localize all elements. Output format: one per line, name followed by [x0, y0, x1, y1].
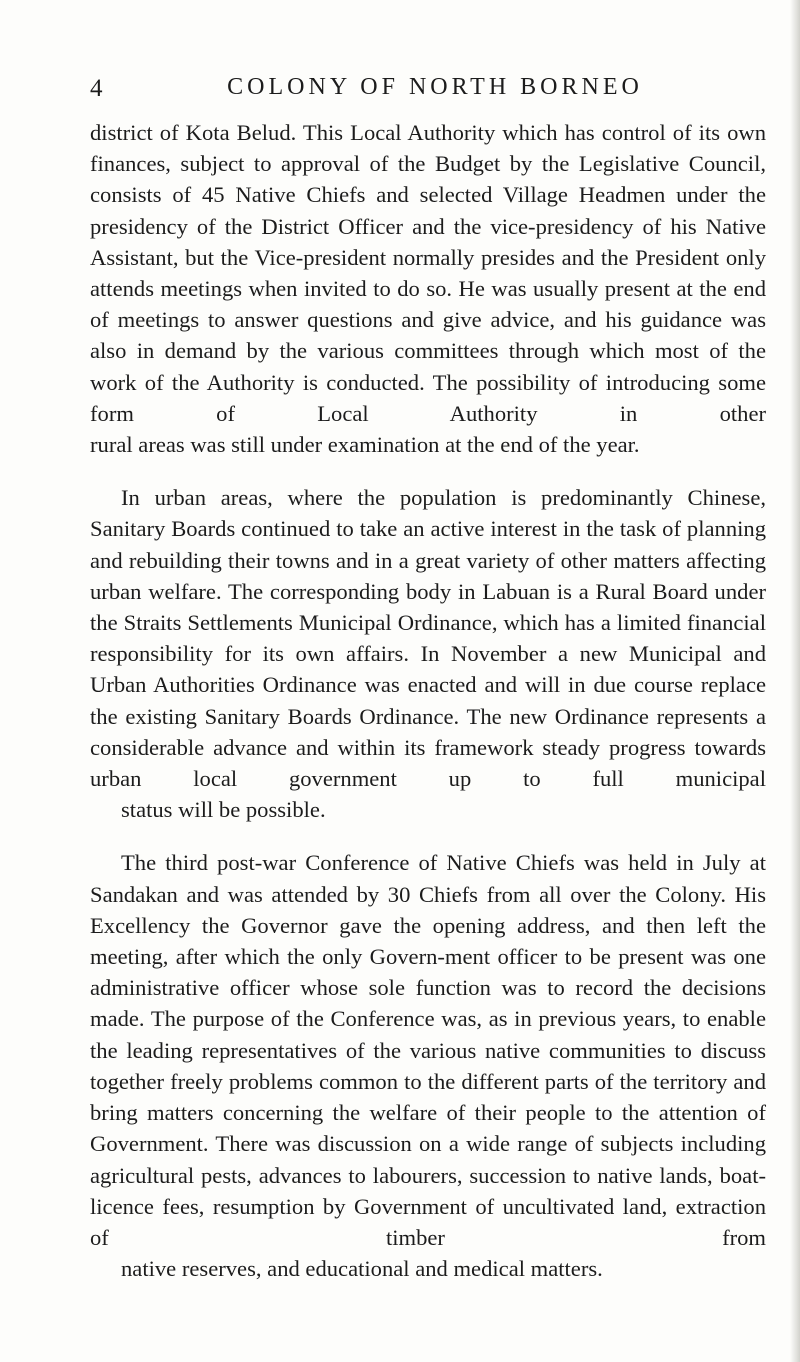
paragraph-body: The third post-war Conference of Native Chiefs was held in July at Sandakan and was attended by 30 Chiefs from all over the Colony. His Excellency the Governor gave the opening address, and then left the meeting, after which the only Govern-ment officer to be present was one administrative officer whose sole function was to record the decisions made. The purpose of the Conference was, as in previous years, to enable the leading representatives of the various native communities to discuss together freely problems common to the different parts of the territory and bring matters concerning the welfare of their people to the attention of Government. There was discussion on a wide range of subjects including agricultural pests, advances to labourers, succession to native lands, boat-licence fees, resumption by Government of uncultivated land, extraction of timber from	[90, 850, 766, 1250]
paragraph-last-line: rural areas was still under examination at the end of the year.	[90, 432, 640, 458]
paragraph-urban-areas	[90, 482, 766, 825]
paragraph-last-line: native reserves, and educational and medical matters.	[121, 1256, 603, 1282]
page-edge-shadow	[790, 0, 800, 1362]
paragraph-kota-belud-authority	[90, 117, 766, 460]
page-number: 4	[90, 75, 103, 102]
paragraph-body: district of Kota Belud. This Local Authority which has control of its own finances, subject to approval of the Budget by the Legislative Council, consists of 45 Native Chiefs and selected Village Headmen under the presidency of the District Officer and the vice-presidency of his Native Assistant, but the Vice-president normally presides and the President only attends meetings when invited to do so. He was usually present at the end of meetings to answer questions and give advice, and his guidance was also in demand by the various committees through which most of the work of the Authority is conducted. The possibility of introducing some form of Local Authority in other	[90, 120, 766, 426]
paragraph-body: In urban areas, where the population is predominantly Chinese, Sanitary Boards continued to take an active interest in the task of planning and rebuilding their towns and in a great variety of other matters affecting urban welfare. The corresponding body in Labuan is a Rural Board under the Straits Settlements Municipal Ordinance, which has a limited financial responsibility for its own affairs. In November a new Municipal and Urban Authorities Ordinance was enacted and will in due course replace the existing Sanitary Boards Ordinance. The new Ordinance represents a considerable advance and within its framework steady progress towards urban local government up to full municipal	[90, 485, 766, 792]
body-text	[90, 117, 766, 1284]
paragraph-native-chiefs-conference	[90, 847, 766, 1284]
paragraph-last-line: status will be possible.	[121, 797, 326, 823]
running-head: COLONY OF NORTH BORNEO	[227, 74, 643, 100]
